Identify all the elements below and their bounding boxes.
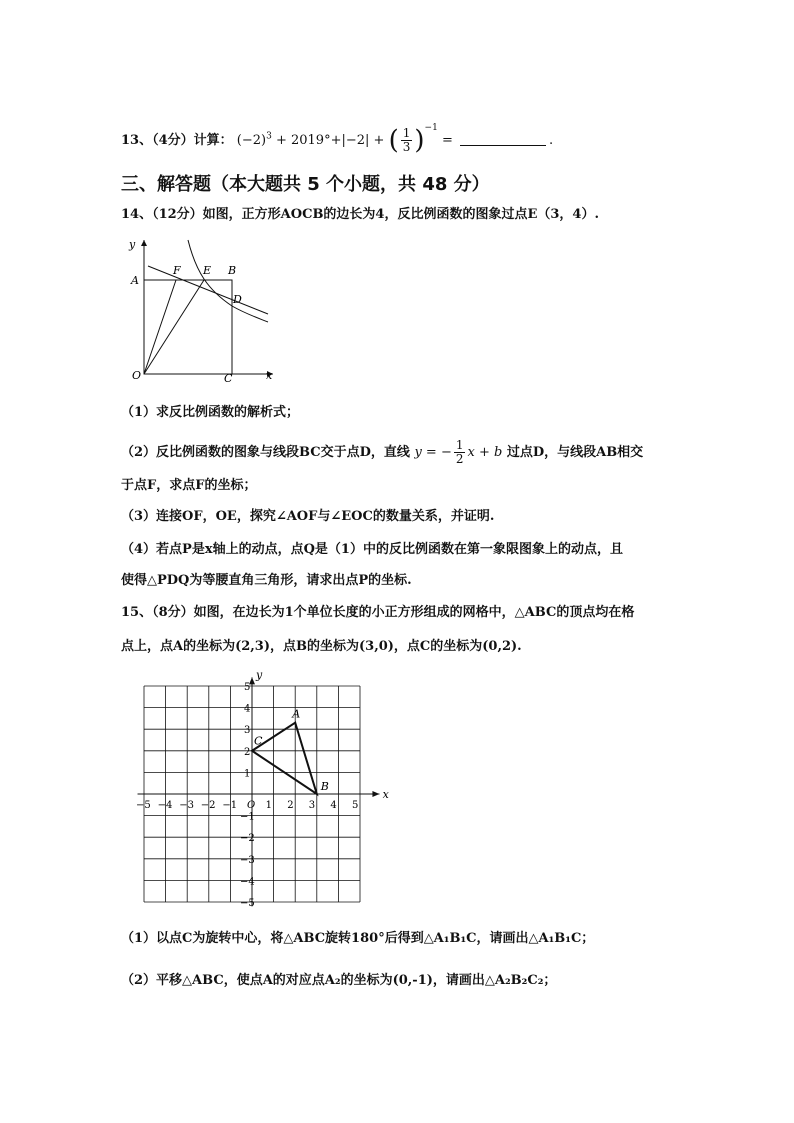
q14-y-arrow xyxy=(141,240,147,246)
y-tick-label: 4 xyxy=(244,703,251,715)
q13-expr-b: + 2019°+ xyxy=(271,133,342,148)
q14-segment-oe xyxy=(144,280,204,374)
q14-part2-line1 xyxy=(121,439,643,466)
q14-part2-line2: 于点F，求点F的坐标； xyxy=(121,478,257,493)
q13-expr-c: |−2| xyxy=(341,133,370,148)
x-tick-label: −1 xyxy=(222,800,238,811)
x-tick-label: 5 xyxy=(352,800,359,811)
q13-expr-e: = xyxy=(437,133,457,148)
q13-frac-den: 3 xyxy=(402,140,411,154)
y-tick-label: 2 xyxy=(244,746,251,758)
q13-paren-close: ) xyxy=(414,125,425,156)
q13-fraction xyxy=(401,127,413,154)
q15-line1: 15、（8分）如图，在边长为1个单位长度的小正方形组成的网格中，△ABC的顶点均在格 xyxy=(121,605,635,620)
q14-label-c: C xyxy=(224,372,233,385)
q15-axes xyxy=(138,670,390,906)
q14-label-f: F xyxy=(173,264,181,277)
q14-part1: （1）求反比例函数的解析式； xyxy=(121,405,300,420)
x-tick-label: −5 xyxy=(136,800,151,811)
q15-line2: 点上，点A的坐标为(2,3)，点B的坐标为(3,0)，点C的坐标为(0,2). xyxy=(121,639,522,654)
q13-answer-blank[interactable] xyxy=(460,131,546,146)
q14-label-e: E xyxy=(203,264,212,277)
x-tick-label: −2 xyxy=(200,800,216,811)
q15-tick-labels xyxy=(136,682,358,909)
q14-part2-eq-rhs: x + b xyxy=(467,445,503,460)
q14-part2-frac-num: 1 xyxy=(455,438,464,452)
q14-part2-eq-lhs: y = − xyxy=(414,445,452,460)
y-tick-label: 5 xyxy=(244,682,251,693)
point-c-label: C xyxy=(254,734,263,748)
q14-part2-b: 过点D，与线段AB相交 xyxy=(506,445,644,460)
q14-part2-frac-den: 2 xyxy=(455,452,464,466)
q14-part2-a: （2）反比例函数的图象与线段BC交于点D，直线 xyxy=(121,445,410,460)
q14-label-a: A xyxy=(131,274,139,287)
q14-label-x: x xyxy=(266,369,273,382)
q13-expr-a: (−2) xyxy=(236,133,267,148)
x-tick-label: 1 xyxy=(265,800,272,811)
x-tick-label: 3 xyxy=(308,800,316,811)
y-tick-label: −1 xyxy=(240,811,255,823)
q13-frac-num: 1 xyxy=(402,126,411,140)
q14-label-b: B xyxy=(228,264,237,277)
y-tick-label: 3 xyxy=(244,725,251,737)
y-axis-label: y xyxy=(256,670,263,682)
q13-line xyxy=(121,118,553,154)
q14-text: 14、（12分）如图，正方形AOCB的边长为4，反比例函数的图象过点E（3，4）. xyxy=(121,207,599,222)
q15-part1: （1）以点C为旋转中心，将△ABC旋转180°后得到△A₁B₁C，请画出△A₁B₁C； xyxy=(121,931,595,946)
q13-paren-open: ( xyxy=(388,125,399,156)
q14-part4-line2: 使得△PDQ为等腰直角三角形，请求出点P的坐标. xyxy=(121,573,412,588)
q14-part3: （3）连接OF，OE，探究∠AOF与∠EOC的数量关系，并证明. xyxy=(121,509,495,524)
q13-end: . xyxy=(548,133,554,148)
q13-number: 13、（4分）计算： xyxy=(121,133,233,148)
q14-label-y: y xyxy=(129,238,136,251)
y-tick-label: 1 xyxy=(244,768,251,780)
y-tick-label: −5 xyxy=(240,898,255,909)
x-tick-label: −4 xyxy=(157,800,173,811)
point-a-label: A xyxy=(292,707,301,721)
x-tick-label: 2 xyxy=(287,800,294,811)
q15-part2: （2）平移△ABC，使点A的对应点A₂的坐标为(0,-1)，请画出△A₂B₂C₂； xyxy=(121,973,557,988)
y-tick-label: −3 xyxy=(240,854,255,866)
x-tick-label: O xyxy=(247,800,256,811)
q13-expr-a-exp: 3 xyxy=(266,131,272,142)
x-axis-arrow xyxy=(372,791,379,797)
q13-frac-exp: −1 xyxy=(424,123,438,133)
x-tick-label: 4 xyxy=(330,800,337,811)
q14-label-d: D xyxy=(233,293,242,306)
q14-part2-fraction xyxy=(454,439,466,466)
point-b-label: B xyxy=(320,780,329,793)
y-tick-label: −2 xyxy=(240,833,255,845)
q14-segment-of xyxy=(144,280,176,374)
q14-figure xyxy=(118,232,283,387)
section3-title: 三、解答题（本大题共 5 个小题，共 48 分） xyxy=(121,174,490,195)
x-axis-label: x xyxy=(382,788,389,801)
q13-expr-d: + xyxy=(369,133,389,148)
q15-grid-figure xyxy=(130,670,390,915)
x-tick-label: −3 xyxy=(179,800,194,811)
q14-label-o: O xyxy=(132,369,142,382)
q14-part4-line1: （4）若点P是x轴上的动点，点Q是（1）中的反比例函数在第一象限图象上的动点，且 xyxy=(121,542,623,557)
y-tick-label: −4 xyxy=(240,876,255,888)
